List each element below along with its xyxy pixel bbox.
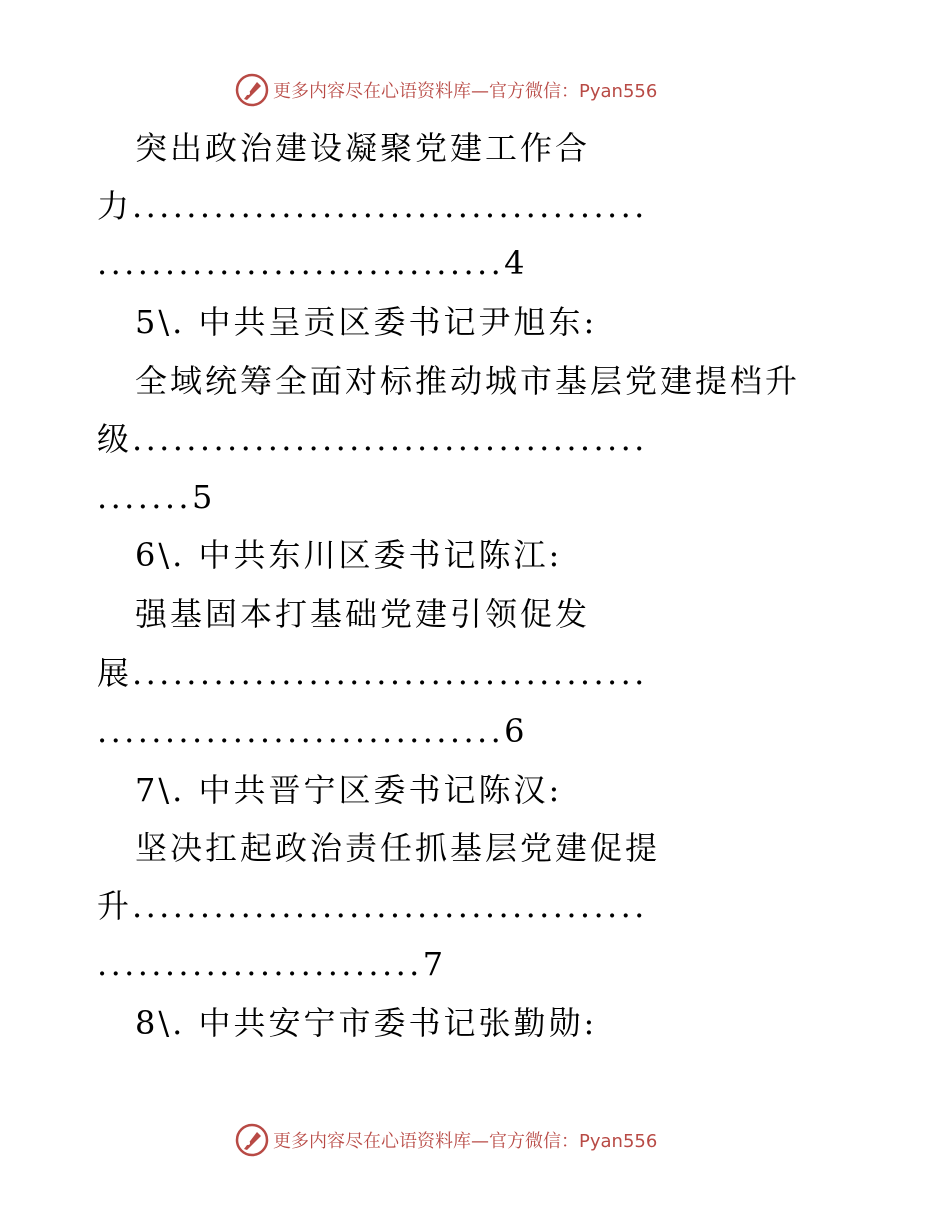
toc-title-continuation (97, 419, 648, 459)
pen-logo-icon (235, 1123, 269, 1157)
toc-title-line: 坚决扛起政治责任抓基层党建促提 (135, 829, 661, 867)
toc-page-number: 4 (504, 244, 528, 282)
toc-page-number: 5 (192, 478, 216, 516)
watermark-text: 更多内容尽在心语资料库—官方微信：Pyan556 (273, 1131, 658, 1152)
toc-title-continuation (97, 186, 648, 226)
toc-leader-line (97, 711, 528, 751)
toc-title-continuation (97, 653, 648, 693)
watermark-text: 更多内容尽在心语资料库—官方微信：Pyan556 (273, 81, 658, 102)
toc-title-line: 突出政治建设凝聚党建工作合 (135, 129, 591, 167)
toc-leader-line (97, 477, 215, 517)
toc-leader-dots: ....... (97, 478, 193, 516)
toc-leader-dots: ...................................... (132, 654, 648, 692)
toc-title-line: 强基固本打基础党建引领促发 (135, 595, 591, 633)
toc-title-continuation (97, 886, 648, 926)
toc-heading: 6\. 中共东川区委书记陈江: (135, 536, 563, 574)
toc-leader-line (97, 243, 528, 283)
watermark-header (235, 72, 657, 108)
toc-leader-dots: .............................. (97, 712, 505, 750)
toc-title-end: 级 (97, 420, 133, 458)
toc-heading: 7\. 中共晋宁区委书记陈汉: (135, 771, 563, 809)
toc-leader-dots: ........................ (97, 945, 423, 983)
toc-leader-line (97, 944, 446, 984)
watermark-footer (235, 1122, 657, 1158)
toc-title-end: 升 (97, 887, 133, 925)
toc-leader-dots: .............................. (97, 244, 505, 282)
toc-page-number: 6 (504, 712, 528, 750)
toc-leader-dots: ...................................... (132, 887, 648, 925)
toc-heading: 8\. 中共安宁市委书记张勤勋: (135, 1004, 598, 1042)
toc-title-end: 力 (97, 187, 133, 225)
toc-title-line: 全域统筹全面对标推动城市基层党建提档升 (135, 362, 801, 400)
toc-page-number: 7 (422, 945, 447, 983)
pen-logo-icon (235, 73, 269, 107)
toc-title-end: 展 (97, 654, 133, 692)
toc-heading: 5\. 中共呈贡区委书记尹旭东: (135, 303, 598, 341)
toc-leader-dots: ...................................... (132, 420, 648, 458)
toc-leader-dots: ...................................... (132, 187, 648, 225)
